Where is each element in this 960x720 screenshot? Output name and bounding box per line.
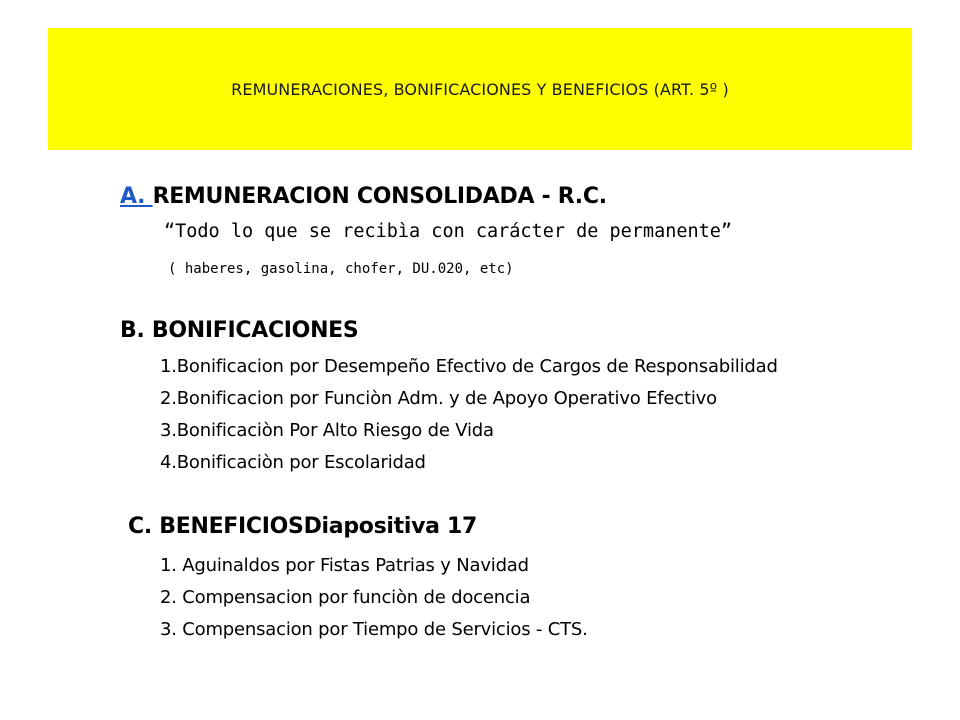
slide-title: REMUNERACIONES, BONIFICACIONES Y BENEFICIOS (ART. 5º )	[231, 79, 729, 99]
list-item: 2.Bonificacion por Funciòn Adm. y de Apoyo Operativo Efectivo	[160, 388, 717, 409]
section-a-title: REMUNERACION CONSOLIDADA - R.C.	[152, 184, 607, 209]
section-a-quote: “Todo lo que se recibìa con carácter de permanente”	[164, 221, 733, 242]
section-c-heading: C. BENEFICIOSDiapositiva 17	[128, 514, 478, 539]
section-a-note: ( haberes, gasolina, chofer, DU.020, etc)	[168, 261, 514, 277]
list-item: 4.Bonificaciòn por Escolaridad	[160, 452, 426, 473]
list-item: 3. Compensacion por Tiempo de Servicios - CTS.	[160, 619, 588, 640]
list-item: 1. Aguinaldos por Fistas Patrias y Navidad	[160, 555, 529, 576]
section-a-heading	[120, 184, 607, 209]
title-banner	[48, 28, 912, 150]
section-a-link[interactable]: A.	[120, 184, 153, 209]
list-item: 2. Compensacion por funciòn de docencia	[160, 587, 531, 608]
list-item: 3.Bonificaciòn Por Alto Riesgo de Vida	[160, 420, 494, 441]
list-item: 1.Bonificacion por Desempeño Efectivo de Cargos de Responsabilidad	[160, 356, 778, 377]
section-b-heading: B. BONIFICACIONES	[120, 318, 359, 343]
